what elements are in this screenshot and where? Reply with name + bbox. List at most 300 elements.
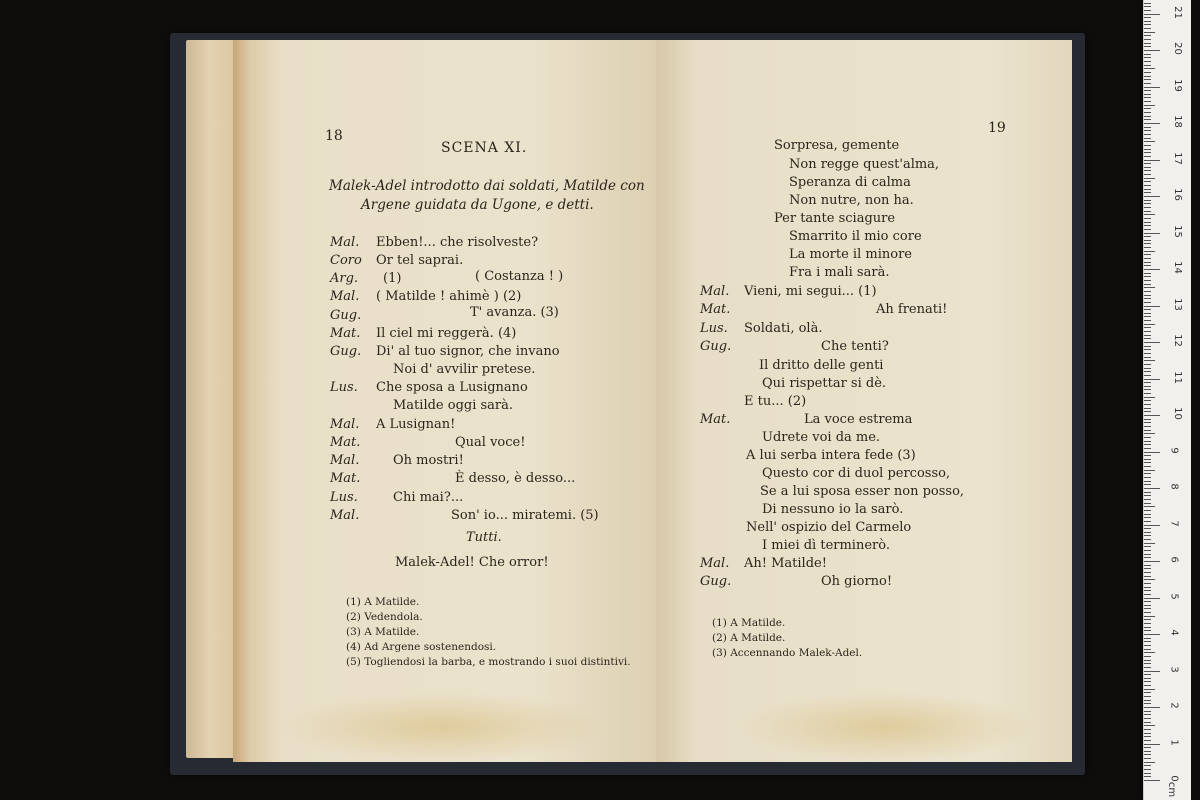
ruler-tick [1144, 769, 1151, 770]
ruler-tick [1144, 371, 1151, 372]
ruler-tick [1144, 6, 1151, 7]
ruler-tick [1144, 196, 1160, 197]
ruler-tick [1144, 722, 1151, 723]
ruler-tick [1144, 101, 1151, 102]
ruler-tick [1144, 711, 1151, 712]
ruler-tick [1144, 243, 1151, 244]
dialogue-line: A lui serba intera fede (3) [746, 448, 916, 463]
ruler-tick [1144, 123, 1160, 124]
dialogue-line: E tu... (2) [744, 394, 807, 409]
dialogue-line: Che tenti? [821, 339, 889, 354]
ruler-tick [1144, 441, 1151, 442]
ruler-tick [1144, 302, 1151, 303]
ruler-tick [1144, 152, 1151, 153]
dialogue-line: Oh mostri! [393, 453, 464, 468]
ruler-tick [1144, 437, 1151, 438]
speaker-label: Mal. [330, 453, 360, 468]
ruler-tick [1144, 280, 1151, 281]
footnote: (1) A Matilde. [712, 617, 786, 629]
ruler-number: 4 [1168, 629, 1180, 636]
ruler-tick [1144, 758, 1151, 759]
ruler-tick [1144, 488, 1160, 489]
dialogue-line: Udrete voi da me. [762, 430, 881, 445]
ruler-number: 3 [1168, 665, 1180, 673]
dialogue-line: Questo cor di duol percosso, [762, 466, 951, 481]
dialogue-line: Di nessuno io la sarò. [762, 502, 904, 517]
ruler-tick [1144, 309, 1151, 310]
speaker-label: Mat. [330, 435, 361, 450]
ruler-number: 13 [1171, 297, 1183, 311]
ruler-tick [1144, 525, 1160, 526]
speaker-label: Mal. [330, 235, 360, 250]
ruler-tick [1144, 736, 1151, 737]
ruler-tick [1144, 492, 1151, 493]
ruler-tick [1144, 298, 1151, 299]
stage-direction-line-2: Argene guidata da Ugone, e detti. [361, 197, 594, 213]
speaker-label: Lus. [700, 321, 728, 336]
dialogue-line: ( Costanza ! ) [475, 269, 564, 284]
ruler-number: 1 [1168, 738, 1180, 746]
dialogue-line: La voce estrema [804, 412, 913, 427]
ruler-tick [1144, 598, 1160, 599]
speaker-label: Mat. [700, 412, 731, 427]
ruler-tick [1144, 233, 1160, 234]
ruler-tick [1144, 167, 1151, 168]
ruler-tick [1144, 517, 1151, 518]
ruler-tick [1144, 130, 1151, 131]
page-stain [273, 692, 613, 762]
dialogue-line: Chi mai?... [393, 490, 464, 505]
ruler-tick [1144, 222, 1151, 223]
ruler-tick [1144, 386, 1151, 387]
ruler-tick [1144, 619, 1151, 620]
ruler-tick [1144, 379, 1160, 380]
ruler-tick [1144, 667, 1151, 668]
ruler-tick [1144, 649, 1151, 650]
dialogue-line: I miei dì terminerò. [762, 538, 890, 553]
ruler-tick [1144, 324, 1155, 325]
ruler-tick [1144, 503, 1151, 504]
ruler-number: 15 [1171, 224, 1183, 238]
ruler-tick [1144, 185, 1151, 186]
dialogue-line: Or tel saprai. [376, 253, 464, 268]
ruler-tick [1144, 32, 1155, 33]
ruler-tick [1144, 473, 1151, 474]
ruler-tick [1144, 627, 1151, 628]
ruler-tick [1144, 39, 1151, 40]
ruler-tick [1144, 645, 1151, 646]
ruler-tick [1144, 349, 1151, 350]
dialogue-line: Fra i mali sarà. [789, 265, 890, 280]
ruler-tick [1144, 481, 1151, 482]
ruler-tick [1144, 462, 1151, 463]
ruler-tick [1144, 546, 1151, 547]
ruler-tick [1144, 76, 1151, 77]
speaker-label: Mal. [330, 417, 360, 432]
ruler-tick [1144, 306, 1160, 307]
ruler-tick [1144, 430, 1151, 431]
ruler-tick [1144, 561, 1160, 562]
ruler-tick [1144, 57, 1151, 58]
ruler-tick [1144, 145, 1151, 146]
ruler-tick [1144, 338, 1151, 339]
ruler-tick [1144, 725, 1155, 726]
ruler-tick [1144, 368, 1151, 369]
ruler-tick [1144, 353, 1151, 354]
ruler-tick [1144, 470, 1155, 471]
ruler-tick [1144, 554, 1151, 555]
dialogue-line: Non nutre, non ha. [789, 193, 914, 208]
ruler-tick [1144, 335, 1151, 336]
ruler-tick [1144, 404, 1151, 405]
ruler-tick [1144, 718, 1151, 719]
right-page-number: 19 [988, 120, 1006, 136]
measuring-ruler [1143, 0, 1191, 800]
ruler-tick [1144, 163, 1151, 164]
ruler-number: 5 [1168, 592, 1180, 600]
ruler-tick [1144, 579, 1155, 580]
ruler-tick [1144, 521, 1151, 522]
ruler-tick [1144, 601, 1151, 602]
ruler-tick [1144, 612, 1151, 613]
ruler-tick [1144, 211, 1151, 212]
ruler-tick [1144, 477, 1151, 478]
ruler-tick [1144, 90, 1151, 91]
ruler-tick [1144, 539, 1151, 540]
left-page-number: 18 [325, 128, 343, 144]
ruler-number: 14 [1171, 261, 1183, 274]
ruler-tick [1144, 247, 1151, 248]
ruler-tick [1144, 535, 1151, 536]
ruler-tick [1144, 61, 1151, 62]
ruler-tick [1144, 754, 1151, 755]
ruler-tick [1144, 671, 1160, 672]
ruler-tick [1144, 572, 1151, 573]
ruler-tick [1144, 116, 1151, 117]
ruler-tick [1144, 528, 1151, 529]
dialogue-line: Nell' ospizio del Carmelo [746, 520, 912, 535]
ruler-tick [1144, 108, 1151, 109]
ruler-number: 7 [1168, 519, 1180, 527]
speaker-label: Gug. [330, 344, 362, 359]
ruler-tick [1144, 389, 1151, 390]
ruler-tick [1144, 587, 1151, 588]
ruler-tick [1144, 656, 1151, 657]
ruler-number: 21 [1171, 5, 1183, 19]
dialogue-line: Son' io... miratemi. (5) [451, 508, 599, 523]
ruler-tick [1144, 422, 1151, 423]
ruler-tick [1144, 35, 1151, 36]
ruler-tick [1144, 50, 1160, 51]
ruler-tick [1144, 258, 1151, 259]
ruler-tick [1144, 276, 1151, 277]
ruler-tick [1144, 68, 1155, 69]
ruler-tick [1144, 514, 1151, 515]
ruler-tick [1144, 444, 1151, 445]
ruler-tick [1144, 634, 1160, 635]
ruler-tick [1144, 733, 1151, 734]
ruler-tick [1144, 744, 1160, 745]
ruler-number: 16 [1171, 188, 1183, 201]
dialogue-line: Per tante sciagure [774, 211, 896, 226]
ruler-tick [1144, 382, 1151, 383]
ruler-number: 20 [1171, 42, 1183, 55]
ruler-tick [1144, 134, 1151, 135]
ruler-tick [1144, 400, 1151, 401]
speaker-label: Lus. [330, 380, 358, 395]
ruler-tick [1144, 17, 1151, 18]
dialogue-line: Il dritto delle genti [759, 358, 884, 373]
ruler-tick [1144, 24, 1151, 25]
ruler-tick [1144, 229, 1151, 230]
ruler-number: 17 [1171, 151, 1183, 165]
ruler-tick [1144, 751, 1151, 752]
ruler-tick [1144, 200, 1151, 201]
speaker-label: Mat. [330, 326, 361, 341]
ruler-tick [1144, 83, 1151, 84]
ruler-tick [1144, 218, 1151, 219]
ruler-tick [1144, 714, 1151, 715]
ruler-tick [1144, 689, 1155, 690]
ruler-tick [1144, 287, 1155, 288]
footnote: (1) A Matilde. [346, 596, 420, 608]
ruler-tick [1144, 532, 1151, 533]
page-stain [736, 692, 1036, 762]
ruler-tick [1144, 692, 1151, 693]
ruler-tick [1144, 316, 1151, 317]
ruler-tick [1144, 291, 1151, 292]
ruler-tick [1144, 251, 1155, 252]
ruler-tick [1144, 127, 1151, 128]
ruler-tick [1144, 273, 1151, 274]
ruler-tick [1144, 54, 1151, 55]
ruler-tick [1144, 616, 1155, 617]
ruler-tick [1144, 674, 1151, 675]
right-page [656, 40, 1072, 762]
ruler-tick [1144, 119, 1151, 120]
ruler-tick [1144, 156, 1151, 157]
ruler-tick [1144, 703, 1151, 704]
ruler-tick [1144, 484, 1151, 485]
ruler-tick [1144, 780, 1160, 781]
ruler-tick [1144, 364, 1151, 365]
ruler-tick [1144, 112, 1151, 113]
tutti-label: Tutti. [466, 530, 502, 545]
ruler-tick [1144, 660, 1151, 661]
ruler-number: 10 [1171, 407, 1183, 420]
ruler-tick [1144, 583, 1151, 584]
ruler-tick [1144, 550, 1151, 551]
dialogue-line: A Lusignan! [376, 417, 456, 432]
ruler-tick [1144, 707, 1160, 708]
ruler-tick [1144, 700, 1151, 701]
ruler-tick [1144, 214, 1155, 215]
ruler-tick [1144, 225, 1151, 226]
ruler-tick [1144, 608, 1151, 609]
dialogue-line: Ebben!... che risolveste? [376, 235, 539, 250]
speaker-label: Mal. [700, 556, 730, 571]
ruler-tick [1144, 28, 1151, 29]
ruler-tick [1144, 568, 1151, 569]
dialogue-line: Soldati, olà. [744, 321, 823, 336]
ruler-tick [1144, 605, 1151, 606]
ruler-tick [1144, 254, 1151, 255]
ruler-tick [1144, 696, 1151, 697]
ruler-tick [1144, 685, 1151, 686]
ruler-number: 18 [1171, 115, 1183, 128]
ruler-tick [1144, 203, 1151, 204]
ruler-tick [1144, 181, 1151, 182]
ruler-tick [1144, 46, 1151, 47]
ruler-tick [1144, 178, 1155, 179]
ruler-tick [1144, 499, 1151, 500]
dialogue-line: Ah frenati! [876, 302, 948, 317]
ruler-tick [1144, 652, 1155, 653]
dialogue-line: Di' al tuo signor, che invano [376, 344, 560, 359]
ruler-tick [1144, 331, 1151, 332]
ruler-tick [1144, 342, 1160, 343]
dialogue-line: Oh giorno! [821, 574, 893, 589]
speaker-label: Mal. [330, 289, 360, 304]
ruler-tick [1144, 284, 1151, 285]
ruler-tick [1144, 630, 1151, 631]
ruler-tick [1144, 452, 1160, 453]
dialogue-line: Non regge quest'alma, [789, 157, 940, 172]
footnote: (3) Accennando Malek-Adel. [712, 647, 863, 659]
final-line: Malek-Adel! Che orror! [395, 555, 549, 570]
ruler-tick [1144, 506, 1155, 507]
ruler-tick [1144, 43, 1151, 44]
ruler-tick [1144, 240, 1151, 241]
ruler-tick [1144, 408, 1151, 409]
ruler-tick [1144, 397, 1155, 398]
ruler-tick [1144, 192, 1151, 193]
ruler-tick [1144, 663, 1151, 664]
ruler-tick [1144, 426, 1151, 427]
ruler-tick [1144, 495, 1151, 496]
dialogue-line: ( Matilde ! ahimè ) (2) [376, 289, 522, 304]
dialogue-line: Vieni, mi segui... (1) [744, 284, 877, 299]
ruler-unit: cm [1166, 781, 1178, 798]
footnote: (2) Vedendola. [346, 611, 423, 623]
ruler-tick [1144, 327, 1151, 328]
ruler-tick [1144, 411, 1151, 412]
ruler-tick [1144, 623, 1151, 624]
ruler-tick [1144, 97, 1151, 98]
ruler-tick [1144, 269, 1160, 270]
dialogue-line: Se a lui sposa esser non posso, [760, 484, 965, 499]
ruler-tick [1144, 415, 1160, 416]
ruler-tick [1144, 638, 1151, 639]
ruler-tick [1144, 72, 1151, 73]
ruler-number: 19 [1171, 78, 1183, 92]
ruler-number: 6 [1168, 556, 1180, 563]
ruler-number: 8 [1168, 483, 1180, 490]
ruler-tick [1144, 762, 1155, 763]
ruler-tick [1144, 455, 1151, 456]
dialogue-line: Noi d' avvilir pretese. [393, 362, 536, 377]
dialogue-line: Matilde oggi sarà. [393, 398, 514, 413]
ruler-tick [1144, 141, 1155, 142]
ruler-tick [1144, 765, 1151, 766]
ruler-tick [1144, 3, 1151, 4]
speaker-label: Gug. [700, 574, 732, 589]
ruler-tick [1144, 265, 1151, 266]
ruler-tick [1144, 459, 1151, 460]
left-page [233, 40, 656, 762]
ruler-tick [1144, 466, 1151, 467]
dialogue-line: Ah! Matilde! [744, 556, 827, 571]
ruler-tick [1144, 678, 1151, 679]
speaker-label: Lus. [330, 490, 358, 505]
dialogue-line: Che sposa a Lusignano [376, 380, 528, 395]
ruler-tick [1144, 590, 1151, 591]
scene-title: SCENA XI. [441, 140, 528, 156]
dialogue-line: T' avanza. (3) [470, 305, 559, 320]
ruler-tick [1144, 419, 1151, 420]
ruler-tick [1144, 393, 1151, 394]
stage-direction-line-1: Malek-Adel introdotto dai soldati, Matilde con [329, 178, 645, 194]
dialogue-line: È desso, è desso... [455, 471, 576, 486]
speaker-label: Coro [330, 253, 362, 268]
ruler-tick [1144, 576, 1151, 577]
ruler-tick [1144, 594, 1151, 595]
ruler-tick [1144, 105, 1155, 106]
ruler-tick [1144, 170, 1151, 171]
ruler-tick [1144, 149, 1151, 150]
ruler-number: 12 [1171, 334, 1183, 347]
ruler-tick [1144, 375, 1151, 376]
footnote: (2) A Matilde. [712, 632, 786, 644]
ruler-tick [1144, 433, 1155, 434]
ruler-tick [1144, 189, 1151, 190]
dialogue-line: Smarrito il mio core [789, 229, 922, 244]
ruler-tick [1144, 747, 1151, 748]
speaker-label: Gug. [700, 339, 732, 354]
dialogue-line: Sorpresa, gemente [774, 138, 900, 153]
speaker-label: Mal. [700, 284, 730, 299]
ruler-tick [1144, 776, 1151, 777]
ruler-number: 0 [1168, 775, 1180, 782]
ruler-tick [1144, 557, 1151, 558]
dialogue-line: La morte il minore [789, 247, 912, 262]
speaker-label: Arg. [330, 271, 359, 286]
footnote: (3) A Matilde. [346, 626, 420, 638]
ruler-number: 11 [1171, 370, 1183, 384]
footnote: (4) Ad Argene sostenendosi. [346, 641, 497, 653]
ruler-tick [1144, 87, 1160, 88]
speaker-label: Mat. [330, 471, 361, 486]
dialogue-line: Qual voce! [455, 435, 526, 450]
ruler-tick [1144, 543, 1155, 544]
ruler-tick [1144, 160, 1160, 161]
ruler-tick [1144, 295, 1151, 296]
ruler-number: 2 [1168, 702, 1180, 709]
dialogue-line: (1) [383, 271, 402, 286]
ruler-tick [1144, 10, 1151, 11]
ruler-tick [1144, 681, 1151, 682]
ruler-tick [1144, 357, 1151, 358]
ruler-tick [1144, 320, 1151, 321]
speaker-label: Mat. [700, 302, 731, 317]
ruler-tick [1144, 207, 1151, 208]
ruler-tick [1144, 262, 1151, 263]
dialogue-line: Speranza di calma [789, 175, 911, 190]
ruler-tick [1144, 773, 1151, 774]
ruler-tick [1144, 65, 1151, 66]
ruler-tick [1144, 313, 1151, 314]
ruler-tick [1144, 565, 1151, 566]
